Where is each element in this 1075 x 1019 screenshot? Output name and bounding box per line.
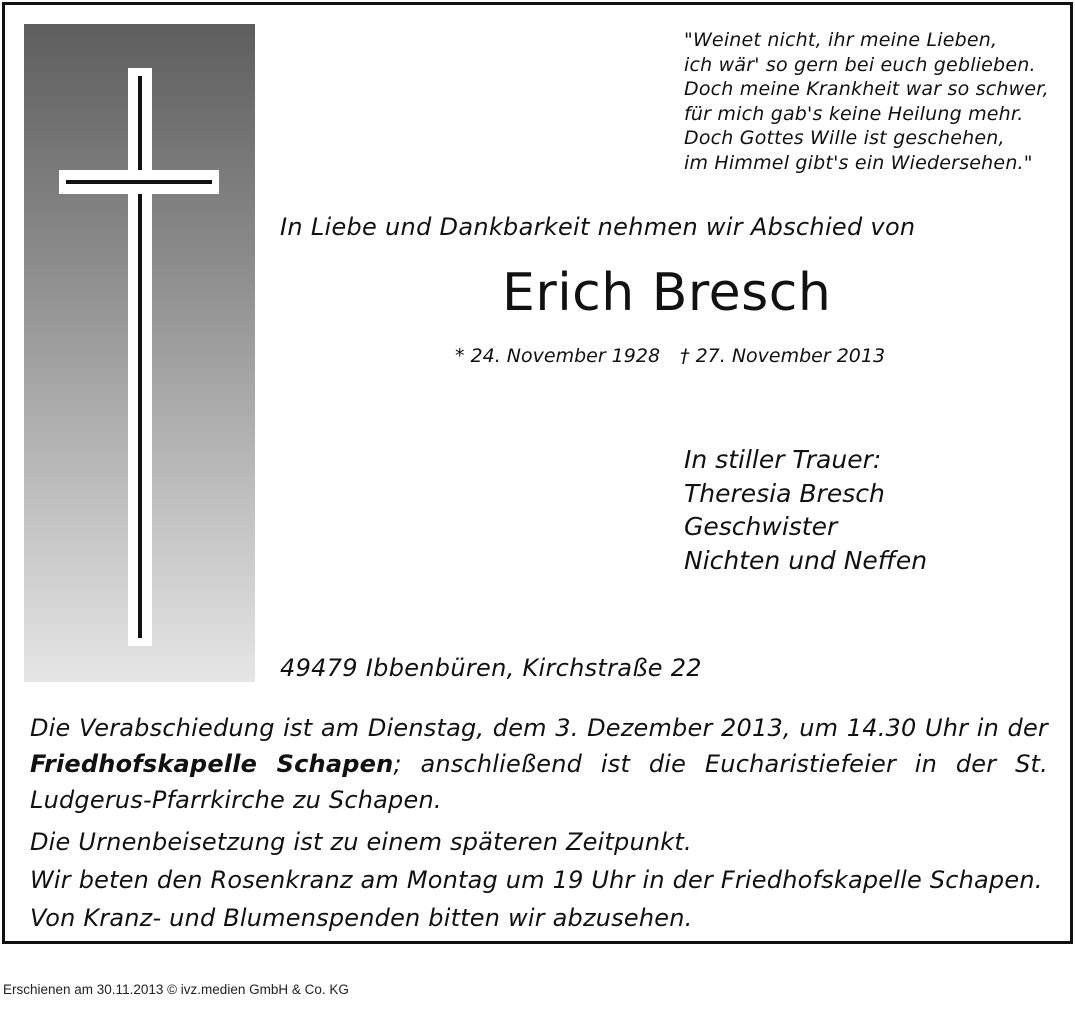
birth-date: * 24. November 1928 bbox=[455, 345, 661, 367]
poem-line: ich wär' so gern bei euch geblieben. bbox=[684, 53, 1036, 76]
life-dates bbox=[455, 345, 905, 367]
flowers-line: Von Kranz- und Blumenspenden bitten wir abzusehen. bbox=[30, 904, 693, 932]
farewell-text: Die Verabschiedung ist am Dienstag, dem 3. Dezember 2013, um 14.30 Uhr in der bbox=[30, 714, 1048, 742]
cross-panel bbox=[24, 24, 255, 682]
urn-burial-line: Die Urnenbeisetzung ist zu einem späteren Zeitpunkt. bbox=[30, 828, 692, 856]
intro-text: In Liebe und Dankbarkeit nehmen wir Abschied von bbox=[280, 213, 916, 241]
poem-line: "Weinet nicht, ihr meine Lieben, bbox=[684, 29, 998, 51]
farewell-paragraph bbox=[30, 710, 1048, 818]
mourners-heading: In stiller Trauer: bbox=[684, 445, 882, 474]
mourners-block bbox=[684, 443, 927, 577]
chapel-name: Friedhofskapelle Schapen bbox=[30, 750, 394, 778]
mourner-name: Nichten und Neffen bbox=[684, 545, 928, 575]
rosary-line: Wir beten den Rosenkranz am Montag um 19 Uhr in der Friedhofskapelle Schapen. bbox=[30, 866, 1043, 894]
service-details bbox=[30, 710, 1048, 937]
mourner-name: Geschwister bbox=[684, 512, 838, 541]
farewell-text-continued: ; anschließend ist die Eucharistiefeier in der St. Ludgerus-Pfarrkirche zu Schapen. bbox=[30, 750, 1048, 814]
poem bbox=[684, 28, 1064, 176]
poem-line: für mich gab's keine Heilung mehr. bbox=[684, 102, 1024, 125]
deceased-name: Erich Bresch bbox=[502, 263, 832, 323]
poem-line: im Himmel gibt's ein Wiedersehen." bbox=[684, 151, 1033, 174]
address: 49479 Ibbenbüren, Kirchstraße 22 bbox=[280, 654, 702, 682]
poem-line: Doch Gottes Wille ist geschehen, bbox=[684, 127, 1005, 150]
death-date: † 27. November 2013 bbox=[680, 345, 886, 367]
publication-footer: Erschienen am 30.11.2013 © ivz.medien GmbH & Co. KG bbox=[3, 982, 349, 997]
mourner-name: Theresia Bresch bbox=[684, 478, 885, 508]
cross-icon bbox=[24, 24, 255, 682]
poem-line: Doch meine Krankheit war so schwer, bbox=[684, 78, 1049, 101]
